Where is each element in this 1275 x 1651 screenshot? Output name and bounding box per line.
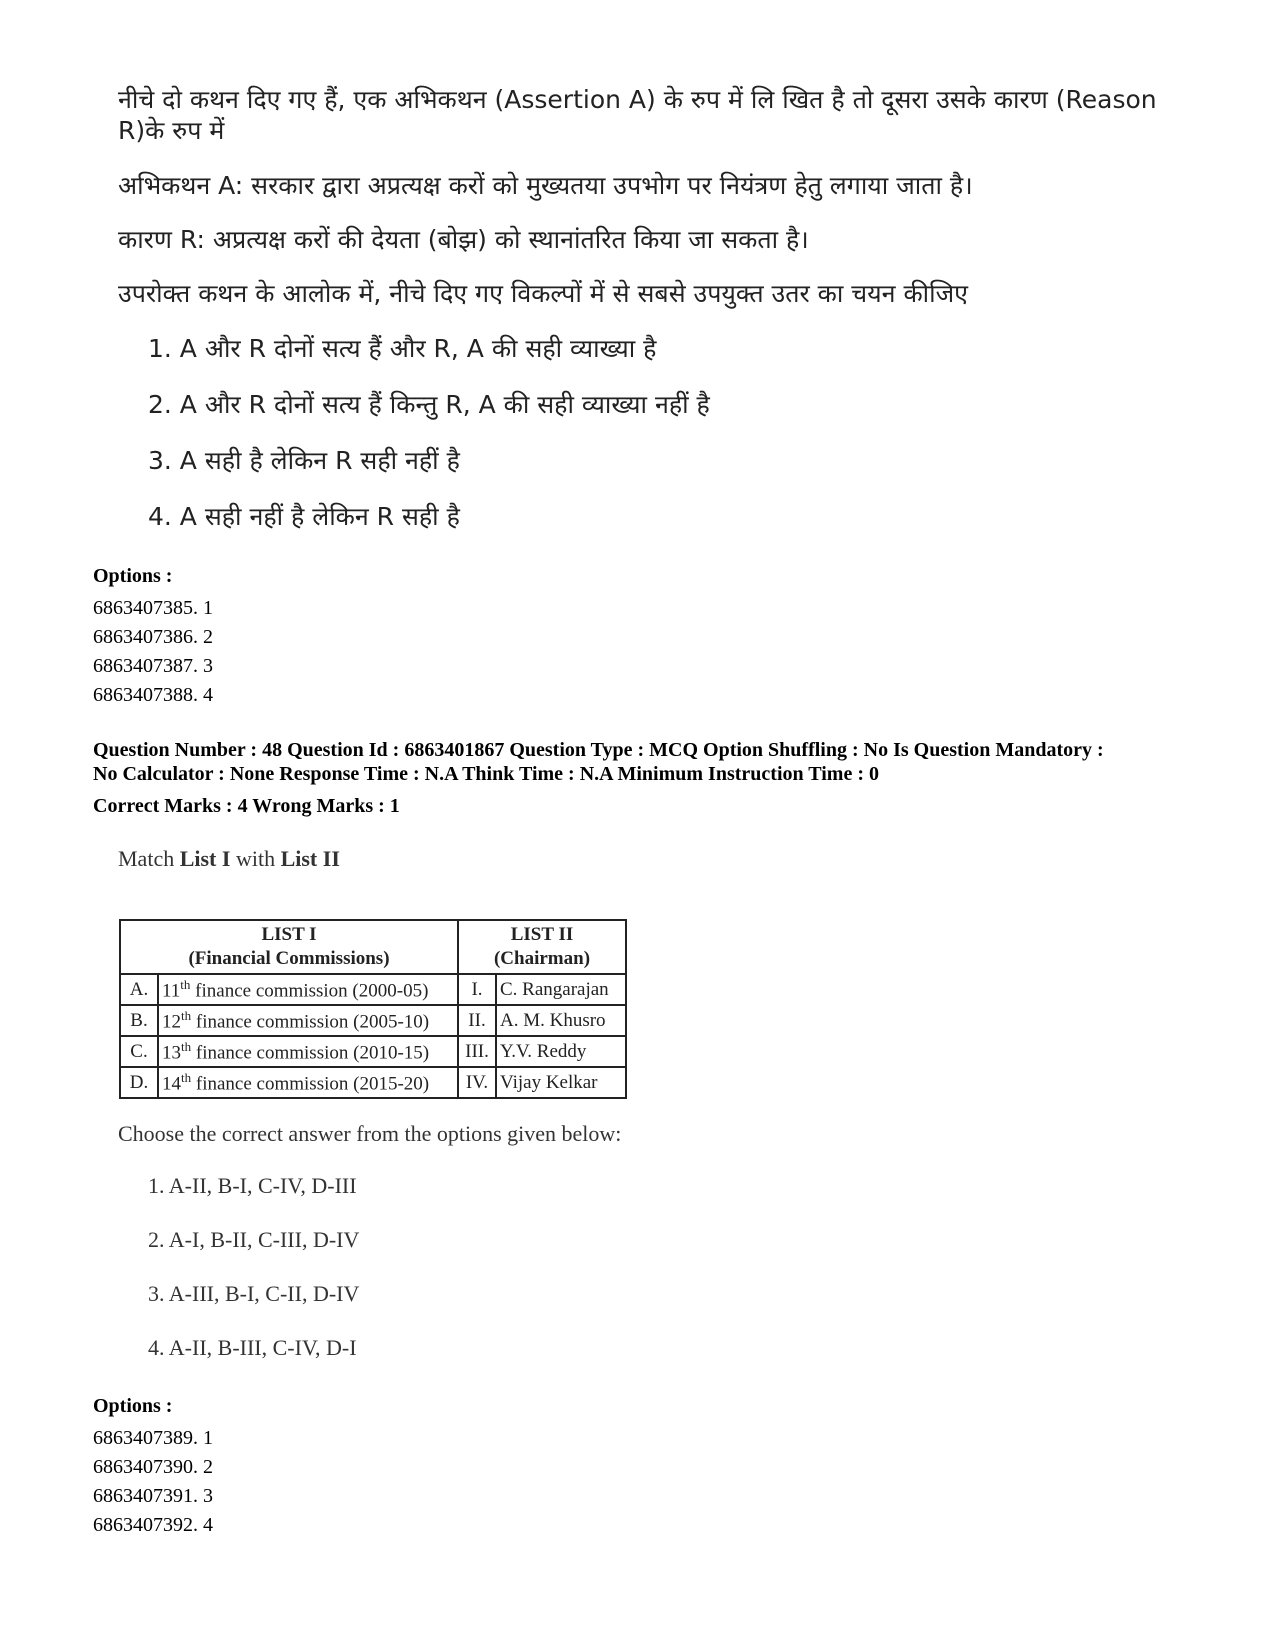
commission-ordinal: 13 <box>162 1042 181 1064</box>
commission-ordinal: 11 <box>162 980 181 1002</box>
ordinal-suffix: th <box>181 1069 192 1085</box>
row-label: D. <box>120 1067 158 1098</box>
q48-choice-1: 1. A-II, B-I, C-IV, D-III <box>148 1173 357 1198</box>
list2-header-title: LIST II <box>510 924 574 945</box>
table-row <box>120 974 626 1005</box>
roman-label: I. <box>458 974 496 1005</box>
row-label: B. <box>120 1005 158 1036</box>
roman-label: III. <box>458 1036 496 1067</box>
q47-choice-1: 1. A और R दोनों सत्य हैं और R, A की सही व्याख्या है <box>148 334 657 363</box>
q47-option-4: 6863407388. 4 <box>93 684 213 706</box>
commission-cell <box>158 1005 458 1036</box>
row-label: A. <box>120 974 158 1005</box>
commission-cell <box>158 1067 458 1098</box>
match-list2: List II <box>280 846 340 871</box>
roman-label: IV. <box>458 1067 496 1098</box>
q48-match-instruction <box>118 846 340 872</box>
q47-option-1: 6863407385. 1 <box>93 597 213 619</box>
commission-ordinal: 14 <box>162 1073 181 1095</box>
list1-header-title: LIST I <box>261 924 317 945</box>
table-row <box>120 1067 626 1098</box>
commission-cell <box>158 974 458 1005</box>
q48-choice-3: 3. A-III, B-I, C-II, D-IV <box>148 1281 360 1306</box>
chairman-cell: Y.V. Reddy <box>496 1036 626 1067</box>
q48-choice-2: 2. A-I, B-II, C-III, D-IV <box>148 1227 360 1252</box>
chairman-cell: Vijay Kelkar <box>496 1067 626 1098</box>
list2-header <box>458 920 626 974</box>
q47-options-list <box>93 594 213 710</box>
q48-marks: Correct Marks : 4 Wrong Marks : 1 <box>93 795 400 817</box>
commission-text: finance commission (2000-05) <box>190 980 429 1002</box>
match-prefix: Match <box>118 846 180 871</box>
q48-options-list <box>93 1424 213 1540</box>
match-list1: List I <box>179 846 231 871</box>
q48-meta <box>93 738 1203 786</box>
list1-header-subtitle: (Financial Commissions) <box>188 948 390 969</box>
chairman-cell: A. M. Khusro <box>496 1005 626 1036</box>
match-table-header <box>120 920 626 974</box>
q47-option-2: 6863407386. 2 <box>93 626 213 648</box>
match-with: with <box>230 846 281 871</box>
q48-option-2: 6863407390. 2 <box>93 1456 213 1478</box>
q47-option-3: 6863407387. 3 <box>93 655 213 677</box>
chairman-cell: C. Rangarajan <box>496 974 626 1005</box>
q48-meta-line-2: No Calculator : None Response Time : N.A Think Time : N.A Minimum Instruction Time : 0 <box>93 763 879 785</box>
q47-choice-3: 3. A सही है लेकिन R सही नहीं है <box>148 446 460 475</box>
q48-option-3: 6863407391. 3 <box>93 1485 213 1507</box>
row-label: C. <box>120 1036 158 1067</box>
q48-meta-line-1: Question Number : 48 Question Id : 6863401867 Question Type : MCQ Option Shuffling : No Is Question Mandatory : <box>93 739 1104 761</box>
q47-options-label: Options : <box>93 565 173 587</box>
table-row <box>120 1005 626 1036</box>
ordinal-suffix: th <box>181 1007 192 1023</box>
table-row <box>120 1036 626 1067</box>
q48-option-4: 6863407392. 4 <box>93 1514 213 1536</box>
list2-header-subtitle: (Chairman) <box>493 948 591 969</box>
ordinal-suffix: th <box>180 976 191 992</box>
q48-options-label: Options : <box>93 1395 173 1417</box>
commission-text: finance commission (2010-15) <box>191 1042 430 1064</box>
list1-header <box>120 920 458 974</box>
q48-choose-instruction: Choose the correct answer from the options given below: <box>118 1121 622 1146</box>
q47-reason: कारण R: अप्रत्यक्ष करों की देयता (बोझ) को स्थानांतरित किया जा सकता है। <box>118 225 809 254</box>
q48-option-1: 6863407389. 1 <box>93 1427 213 1449</box>
q47-choice-2: 2. A और R दोनों सत्य हैं किन्तु R, A की सही व्याख्या नहीं है <box>148 390 710 419</box>
ordinal-suffix: th <box>181 1038 192 1054</box>
q47-intro: नीचे दो कथन दिए गए हैं, एक अभिकथन (Assertion A) के रुप में लि खित है तो दूसरा उसके कारण (Reason R)के रुप में <box>118 85 1157 145</box>
q48-choice-4: 4. A-II, B-III, C-IV, D-I <box>148 1335 357 1360</box>
commission-text: finance commission (2005-10) <box>191 1011 430 1033</box>
q47-assertion: अभिकथन A: सरकार द्वारा अप्रत्यक्ष करों को मुख्यतया उपभोग पर नियंत्रण हेतु लगाया जाता है। <box>118 171 973 200</box>
q47-prompt: उपरोक्त कथन के आलोक में, नीचे दिए गए विकल्पों में से सबसे उपयुक्त उतर का चयन कीजिए <box>118 279 968 308</box>
commission-ordinal: 12 <box>162 1011 181 1033</box>
match-table <box>119 919 627 1099</box>
commission-cell <box>158 1036 458 1067</box>
commission-text: finance commission (2015-20) <box>191 1073 430 1095</box>
roman-label: II. <box>458 1005 496 1036</box>
q47-choice-4: 4. A सही नहीं है लेकिन R सही है <box>148 502 460 531</box>
